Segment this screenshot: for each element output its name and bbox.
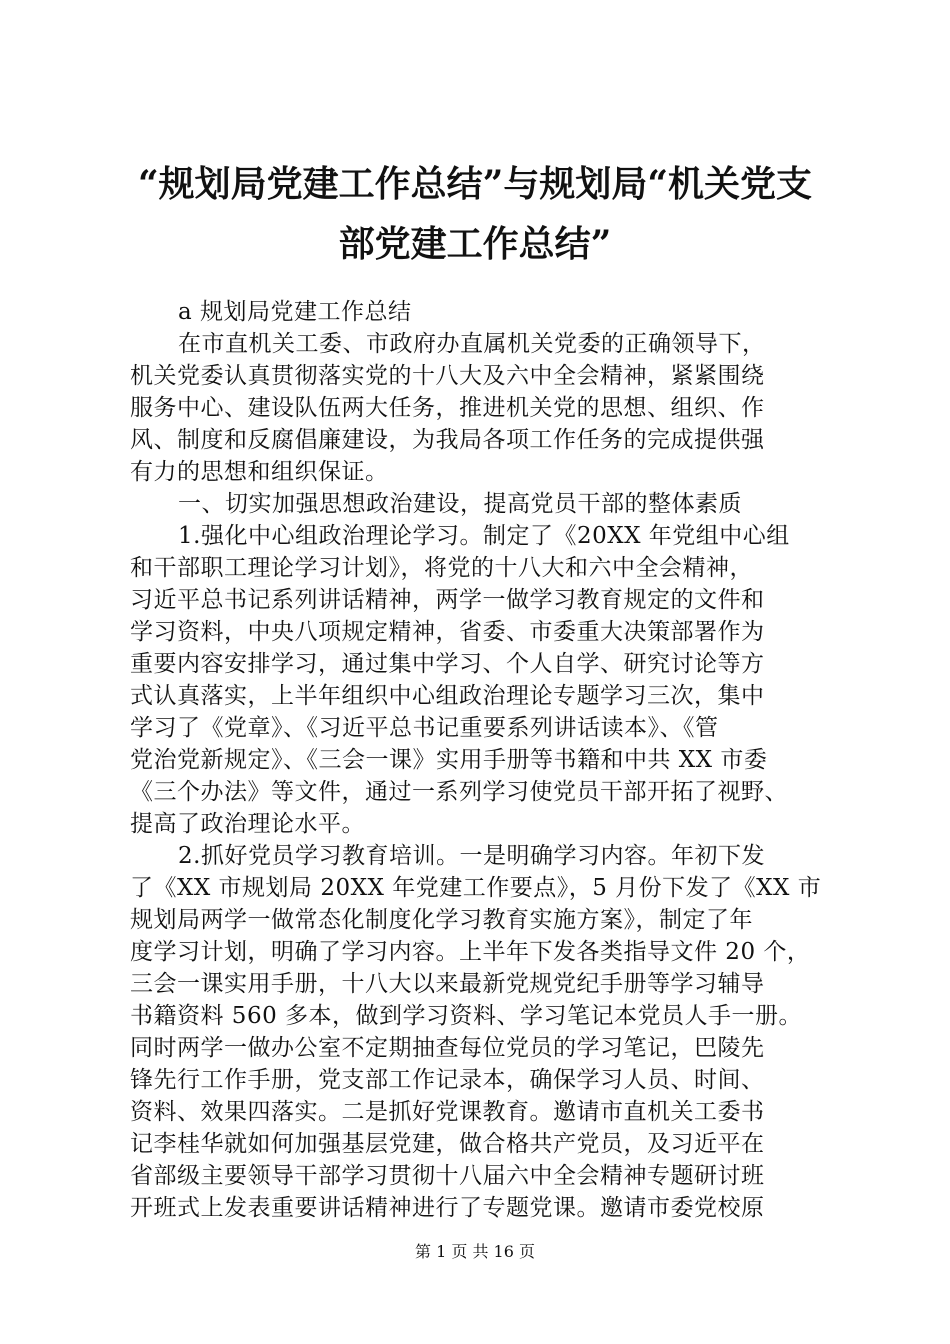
- body-line: 机关党委认真贯彻落实党的十八大及六中全会精神，紧紧围绕: [130, 363, 765, 389]
- body-line: 同时两学一做办公室不定期抽查每位党员的学习笔记，巴陵先: [130, 1035, 765, 1061]
- body-line: 锋先行工作手册，党支部工作记录本，确保学习人员、时间、: [130, 1067, 765, 1093]
- body-line: 三会一课实用手册，十八大以来最新党规党纪手册等学习辅导: [130, 971, 765, 997]
- document-body: [130, 296, 830, 1224]
- body-line: 记李桂华就如何加强基层党建，做合格共产党员，及习近平在: [130, 1131, 765, 1157]
- body-line: 风、制度和反腐倡廉建设，为我局各项工作任务的完成提供强: [130, 427, 765, 453]
- body-line: 有力的思想和组织保证。: [130, 459, 389, 485]
- body-line: 和干部职工理论学习计划》，将党的十八大和六中全会精神，: [130, 555, 753, 581]
- body-line: 了《XX 市规划局 20XX 年党建工作要点》，5 月份下发了《XX 市: [130, 875, 822, 901]
- body-line: 服务中心、建设队伍两大任务，推进机关党的思想、组织、作: [130, 395, 765, 421]
- page-footer: 第 1 页 共 16 页: [415, 1242, 535, 1261]
- body-line: 一、切实加强思想政治建设，提高党员干部的整体素质: [178, 491, 742, 517]
- body-line: 提高了政治理论水平。: [130, 811, 365, 837]
- body-line: 度学习计划，明确了学习内容。上半年下发各类指导文件 20 个，: [130, 939, 811, 965]
- body-line: 省部级主要领导干部学习贯彻十八届六中全会精神专题研讨班: [130, 1163, 765, 1189]
- body-line: 式认真落实，上半年组织中心组政治理论专题学习三次，集中: [130, 683, 765, 709]
- body-line: 规划局两学一做常态化制度化学习教育实施方案》，制定了年: [130, 907, 753, 933]
- body-line: 2.抓好党员学习教育培训。一是明确学习内容。年初下发: [178, 843, 765, 869]
- body-line: 开班式上发表重要讲话精神进行了专题党课。邀请市委党校原: [130, 1195, 765, 1221]
- body-line: 书籍资料 560 多本，做到学习资料、学习笔记本党员人手一册。: [130, 1003, 803, 1029]
- document-title-line-1: “规划局党建工作总结”与规划局“机关党支: [137, 163, 813, 205]
- body-line: 学习资料，中央八项规定精神，省委、市委重大决策部署作为: [130, 619, 765, 645]
- body-line: 《三个办法》等文件，通过一系列学习使党员干部开拓了视野、: [130, 779, 788, 805]
- body-line: 1.强化中心组政治理论学习。制定了《20XX 年党组中心组: [178, 523, 790, 549]
- document-title-line-2: 部党建工作总结”: [338, 223, 612, 265]
- body-line: 习近平总书记系列讲话精神，两学一做学习教育规定的文件和: [130, 587, 765, 613]
- body-line: a 规划局党建工作总结: [178, 299, 412, 325]
- body-line: 在市直机关工委、市政府办直属机关党委的正确领导下，: [178, 331, 766, 357]
- body-line: 重要内容安排学习，通过集中学习、个人自学、研究讨论等方: [130, 651, 765, 677]
- body-line: 学习了《党章》、《习近平总书记重要系列讲话读本》、《管: [130, 715, 719, 741]
- body-line: 党治党新规定》、《三会一课》实用手册等书籍和中共 XX 市委: [130, 747, 768, 773]
- body-line: 资料、效果四落实。二是抓好党课教育。邀请市直机关工委书: [130, 1099, 765, 1125]
